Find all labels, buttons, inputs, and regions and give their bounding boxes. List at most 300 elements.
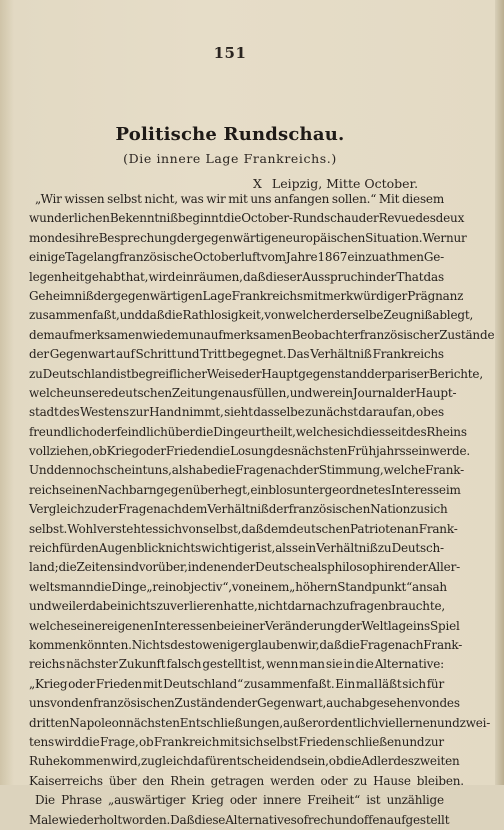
word: könnten. xyxy=(79,637,132,652)
word: sich xyxy=(402,676,426,691)
word: des xyxy=(439,696,460,711)
word: Nation xyxy=(370,502,411,517)
text-line xyxy=(29,403,444,422)
word: selbst. xyxy=(29,521,68,536)
word: dennoch xyxy=(53,463,105,478)
word: dafür xyxy=(190,754,223,769)
word: welche xyxy=(29,618,71,633)
word: weil xyxy=(51,599,76,614)
word: wie xyxy=(142,327,164,342)
word: einer xyxy=(234,618,265,633)
word: Krieg xyxy=(106,444,139,459)
word: für xyxy=(426,676,444,691)
word: den xyxy=(76,541,99,556)
word: und xyxy=(334,812,357,827)
word: hatte, xyxy=(223,599,258,614)
word: den xyxy=(71,696,94,711)
word: dem xyxy=(163,327,189,342)
word: ob xyxy=(328,754,344,769)
text-line xyxy=(29,326,495,345)
word: französischen xyxy=(288,502,371,517)
dateline-mark: X xyxy=(253,176,262,191)
word: wird, xyxy=(110,754,142,769)
word: Frage xyxy=(118,502,154,517)
word: ob xyxy=(138,734,154,749)
word: zu xyxy=(156,599,171,614)
word: Zeiten xyxy=(76,560,115,575)
word: anfangen xyxy=(274,192,330,206)
word: an, xyxy=(397,405,416,420)
word: und xyxy=(437,715,460,730)
word: der xyxy=(29,347,49,362)
word: die xyxy=(341,637,360,652)
word: mit xyxy=(302,288,323,303)
text-line xyxy=(29,655,444,674)
word: der xyxy=(367,366,388,381)
word: gegenwärtigen xyxy=(113,288,203,303)
word: unzählige xyxy=(386,793,444,808)
word: wer xyxy=(312,385,335,400)
word: Zeugniß xyxy=(383,308,433,323)
word: „Krieg xyxy=(29,676,68,691)
word: Entschließungen, xyxy=(179,715,284,730)
word: reich xyxy=(29,482,60,497)
word: viel xyxy=(378,715,399,730)
word: Dinge xyxy=(111,579,147,594)
word: Standpunkt“ xyxy=(337,579,413,594)
word: dem xyxy=(29,327,55,342)
word: Beobachter xyxy=(291,327,360,342)
word: wird xyxy=(148,269,176,284)
word: reich xyxy=(29,541,60,556)
word: bleiben. xyxy=(416,773,464,788)
word: des xyxy=(406,424,427,439)
word: und xyxy=(119,308,143,323)
word: zu xyxy=(410,502,424,517)
word: in xyxy=(187,560,199,575)
word: Westens xyxy=(79,405,129,420)
word: derselbe xyxy=(332,308,384,323)
word: Freiheit“ xyxy=(307,793,361,808)
word: stadt xyxy=(29,405,59,420)
text-line xyxy=(29,675,444,694)
word: begreiflicher xyxy=(130,366,207,381)
word: Frank- xyxy=(418,521,458,536)
word: Hause xyxy=(373,773,411,788)
word: der xyxy=(376,269,397,284)
word: pariser xyxy=(387,366,430,381)
word: desto xyxy=(170,637,203,652)
word: gehabt xyxy=(84,269,126,284)
word: wenn xyxy=(266,657,299,672)
word: Ruhe xyxy=(29,754,60,769)
word: es xyxy=(431,405,444,420)
word: Vergleich xyxy=(29,502,85,517)
word: Interessen xyxy=(153,618,217,633)
word: welche xyxy=(295,424,338,439)
word: Ausspruch xyxy=(302,269,365,284)
word: 1867 xyxy=(317,250,348,265)
word: mit xyxy=(228,192,248,206)
word: mondes xyxy=(29,230,76,245)
word: an xyxy=(404,521,419,536)
word: Wohl xyxy=(67,521,97,536)
word: nichts xyxy=(165,541,201,556)
word: oder xyxy=(68,676,96,691)
word: die xyxy=(81,734,100,749)
word: ihre xyxy=(75,230,99,245)
word: daß xyxy=(142,308,165,323)
text-line xyxy=(29,578,447,597)
word: legenheit xyxy=(29,269,85,284)
word: October-Rundschau xyxy=(241,211,359,226)
word: wird xyxy=(54,734,82,749)
word: zunächst xyxy=(305,405,358,420)
word: Interesse xyxy=(390,482,446,497)
word: der xyxy=(341,618,362,633)
word: Situation. xyxy=(365,230,423,245)
word: hegt, xyxy=(220,482,251,497)
word: welcher xyxy=(285,308,333,323)
dateline xyxy=(253,176,418,191)
word: entscheidend xyxy=(222,754,302,769)
word: Aller- xyxy=(427,560,460,575)
word: Ge- xyxy=(423,250,444,265)
word: Alternative xyxy=(225,812,291,827)
word: selbst, xyxy=(203,521,242,536)
word: Dinge xyxy=(213,424,249,439)
word: Frühjahrs xyxy=(347,444,406,459)
word: auch xyxy=(326,696,355,711)
word: von xyxy=(50,696,72,711)
word: Deutschland“ xyxy=(163,676,244,691)
word: Deutsch- xyxy=(391,541,444,556)
text-line xyxy=(29,306,474,325)
word: Veränderung xyxy=(264,618,342,633)
word: sein xyxy=(405,444,430,459)
word: Frankreichs xyxy=(372,347,444,362)
word: die xyxy=(212,444,231,459)
word: in xyxy=(364,269,377,284)
word: einige xyxy=(29,250,66,265)
word: worden. xyxy=(121,812,171,827)
word: „rein xyxy=(146,579,177,594)
word: beginnt xyxy=(177,211,224,226)
word: Berichte, xyxy=(429,366,483,381)
word: nicht, xyxy=(144,192,178,206)
word: des xyxy=(393,754,414,769)
text-line xyxy=(29,481,461,500)
word: Napoleon xyxy=(69,715,127,730)
word: ansah xyxy=(412,579,447,594)
word: der xyxy=(268,502,289,517)
word: ist, xyxy=(257,541,276,556)
word: nimmt, xyxy=(181,405,224,420)
word: hat, xyxy=(125,269,149,284)
word: Zeitungen xyxy=(171,385,233,400)
word: ein xyxy=(250,482,269,497)
word: Stimmung, xyxy=(318,463,384,478)
word: sich xyxy=(239,734,264,749)
word: darnach xyxy=(287,599,336,614)
word: Gegenwart, xyxy=(257,696,327,711)
word: als xyxy=(310,560,328,575)
word: des xyxy=(59,405,80,420)
text-line xyxy=(29,772,464,791)
word: im xyxy=(445,482,461,497)
text-line xyxy=(29,520,458,539)
word: die xyxy=(164,308,183,323)
word: Hand xyxy=(149,405,182,420)
word: Besprechung xyxy=(98,230,177,245)
word: Phrase xyxy=(61,793,102,808)
word: man xyxy=(299,657,325,672)
word: Alternative: xyxy=(374,657,444,672)
text-line xyxy=(29,791,444,810)
word: dem xyxy=(181,502,208,517)
text-line xyxy=(29,190,444,209)
word: bei xyxy=(216,618,235,633)
page-number: 151 xyxy=(213,44,247,62)
word: werde. xyxy=(429,444,471,459)
word: einem xyxy=(253,579,290,594)
word: denen xyxy=(198,560,236,575)
text-line xyxy=(29,209,465,228)
word: Haupt- xyxy=(415,385,457,400)
word: philosophirender xyxy=(327,560,428,575)
word: Zustände xyxy=(439,327,495,342)
word: der xyxy=(176,230,197,245)
word: offen xyxy=(356,812,387,827)
word: auf xyxy=(115,347,135,362)
word: der xyxy=(98,502,119,517)
word: sich xyxy=(337,424,361,439)
word: sie xyxy=(325,657,343,672)
word: untergeordnetes xyxy=(292,482,391,497)
word: in xyxy=(343,657,355,672)
word: oder xyxy=(320,773,348,788)
word: wir xyxy=(206,192,226,206)
word: Frieden xyxy=(95,676,143,691)
word: habe xyxy=(188,463,218,478)
word: wir, xyxy=(297,637,320,652)
word: deutschen xyxy=(289,521,351,536)
word: zu xyxy=(335,599,350,614)
word: innere xyxy=(263,793,302,808)
word: ist xyxy=(366,793,381,808)
word: abgesehen xyxy=(354,696,419,711)
word: deutschen xyxy=(110,385,172,400)
word: freundlich xyxy=(29,424,90,439)
word: wichtiger xyxy=(201,541,258,556)
text-line xyxy=(29,811,450,830)
word: nichts xyxy=(120,599,157,614)
word: und xyxy=(176,347,200,362)
word: fragen xyxy=(349,599,389,614)
word: den xyxy=(142,773,165,788)
word: Kaiserreichs xyxy=(29,773,103,788)
word: Verhältniß xyxy=(207,502,269,517)
word: europäischen xyxy=(285,230,366,245)
word: über xyxy=(108,773,137,788)
word: gestellt xyxy=(202,657,247,672)
word: Frage, xyxy=(99,734,139,749)
word: verlieren xyxy=(170,599,224,614)
word: zweiten xyxy=(413,754,460,769)
word: außerordentlich xyxy=(283,715,379,730)
word: Bekenntniß xyxy=(109,211,178,226)
word: des xyxy=(273,444,294,459)
word: dabei xyxy=(88,599,121,614)
word: Daß xyxy=(170,812,195,827)
word: Octoberluft xyxy=(193,250,261,265)
word: nur xyxy=(445,230,467,245)
word: Tritt xyxy=(200,347,227,362)
word: französischer xyxy=(359,327,440,342)
word: nächster xyxy=(66,657,118,672)
word: Prägnanz xyxy=(407,288,464,303)
word: ins xyxy=(412,618,430,633)
word: Geheimniß xyxy=(29,288,94,303)
page-edge xyxy=(495,0,504,785)
word: Spiel xyxy=(429,618,460,633)
word: Frage xyxy=(359,637,395,652)
word: brauchte, xyxy=(388,599,445,614)
text-line xyxy=(29,597,444,616)
word: Hauptgegenstand xyxy=(261,366,368,381)
word: Rathlosigkeit, xyxy=(182,308,265,323)
word: sein xyxy=(291,541,316,556)
word: die xyxy=(355,657,374,672)
word: französische xyxy=(119,250,194,265)
word: frech xyxy=(303,812,335,827)
word: Tage xyxy=(65,250,94,265)
word: merkwürdiger xyxy=(322,288,408,303)
text-line xyxy=(29,268,444,287)
word: die xyxy=(343,754,362,769)
word: ein xyxy=(334,385,353,400)
word: Losung xyxy=(230,444,274,459)
word: vom xyxy=(261,250,286,265)
word: unaufmerksamen xyxy=(188,327,292,342)
word: Ein xyxy=(335,676,356,691)
text-line xyxy=(29,442,471,461)
word: mit xyxy=(142,676,163,691)
word: zur xyxy=(129,405,149,420)
word: Nichts xyxy=(131,637,171,652)
word: wissen xyxy=(64,192,105,206)
word: Augenblick xyxy=(98,541,166,556)
word: Zukunft xyxy=(118,657,166,672)
word: Adler xyxy=(361,754,394,769)
word: nach xyxy=(394,637,424,652)
word: schließen xyxy=(344,734,402,749)
word: zu xyxy=(353,773,368,788)
word: land; xyxy=(29,560,59,575)
word: von xyxy=(181,521,204,536)
word: als xyxy=(171,463,189,478)
word: diesseit xyxy=(360,424,407,439)
word: französischen xyxy=(93,696,175,711)
word: Frank- xyxy=(423,637,463,652)
word: einzuathmen xyxy=(347,250,424,265)
word: und xyxy=(401,734,425,749)
word: Rheins xyxy=(426,424,467,439)
word: der xyxy=(241,366,262,381)
word: von xyxy=(264,308,286,323)
word: ist, xyxy=(247,657,266,672)
text-line xyxy=(29,365,483,384)
word: versteht xyxy=(96,521,146,536)
word: ob xyxy=(92,444,107,459)
word: für xyxy=(59,541,77,556)
article-title: Politische Rundschau. xyxy=(115,124,345,145)
word: reichs xyxy=(29,657,66,672)
article-body xyxy=(29,190,495,830)
text-line xyxy=(29,539,444,558)
word: sein, xyxy=(301,754,329,769)
word: aufmerksamen xyxy=(54,327,143,342)
word: scheint xyxy=(104,463,148,478)
word: begegnet. xyxy=(227,347,287,362)
word: welche xyxy=(29,385,71,400)
word: uns xyxy=(250,192,272,206)
word: ausfüllen, xyxy=(232,385,290,400)
word: vollziehen, xyxy=(29,444,93,459)
word: sind xyxy=(114,560,139,575)
word: Verhältniß xyxy=(310,347,372,362)
word: Male xyxy=(29,812,59,827)
word: Zuständen xyxy=(174,696,238,711)
word: weltsmann xyxy=(29,579,94,594)
word: Frank- xyxy=(425,463,464,478)
word: seiner xyxy=(70,618,108,633)
word: blos xyxy=(268,482,293,497)
word: nicht xyxy=(257,599,288,614)
word: zu xyxy=(29,366,43,381)
word: wiederholt xyxy=(58,812,122,827)
text-line xyxy=(29,345,444,364)
word: dem xyxy=(263,521,290,536)
word: deux xyxy=(435,211,465,226)
text-line xyxy=(29,423,467,442)
word: falsch xyxy=(166,657,202,672)
word: einräumen, xyxy=(175,269,243,284)
word: Und xyxy=(29,463,54,478)
text-line xyxy=(29,733,444,752)
word: gegenüber xyxy=(156,482,221,497)
word: uns, xyxy=(147,463,172,478)
text-line xyxy=(29,500,448,519)
word: sich xyxy=(158,521,182,536)
word: der xyxy=(395,385,416,400)
word: der xyxy=(298,463,319,478)
word: was xyxy=(180,192,204,206)
word: zusammenfaßt, xyxy=(29,308,120,323)
word: Journal xyxy=(352,385,396,400)
word: zusammenfaßt. xyxy=(243,676,335,691)
word: es xyxy=(145,521,159,536)
word: kommen xyxy=(59,754,111,769)
word: nach xyxy=(153,502,182,517)
text-line xyxy=(29,694,460,713)
text-line xyxy=(29,461,464,480)
article-subtitle: (Die innere Lage Frankreichs.) xyxy=(123,151,337,166)
word: mal xyxy=(355,676,378,691)
word: selbst xyxy=(107,192,142,206)
word: oder xyxy=(89,424,117,439)
word: der xyxy=(358,211,379,226)
